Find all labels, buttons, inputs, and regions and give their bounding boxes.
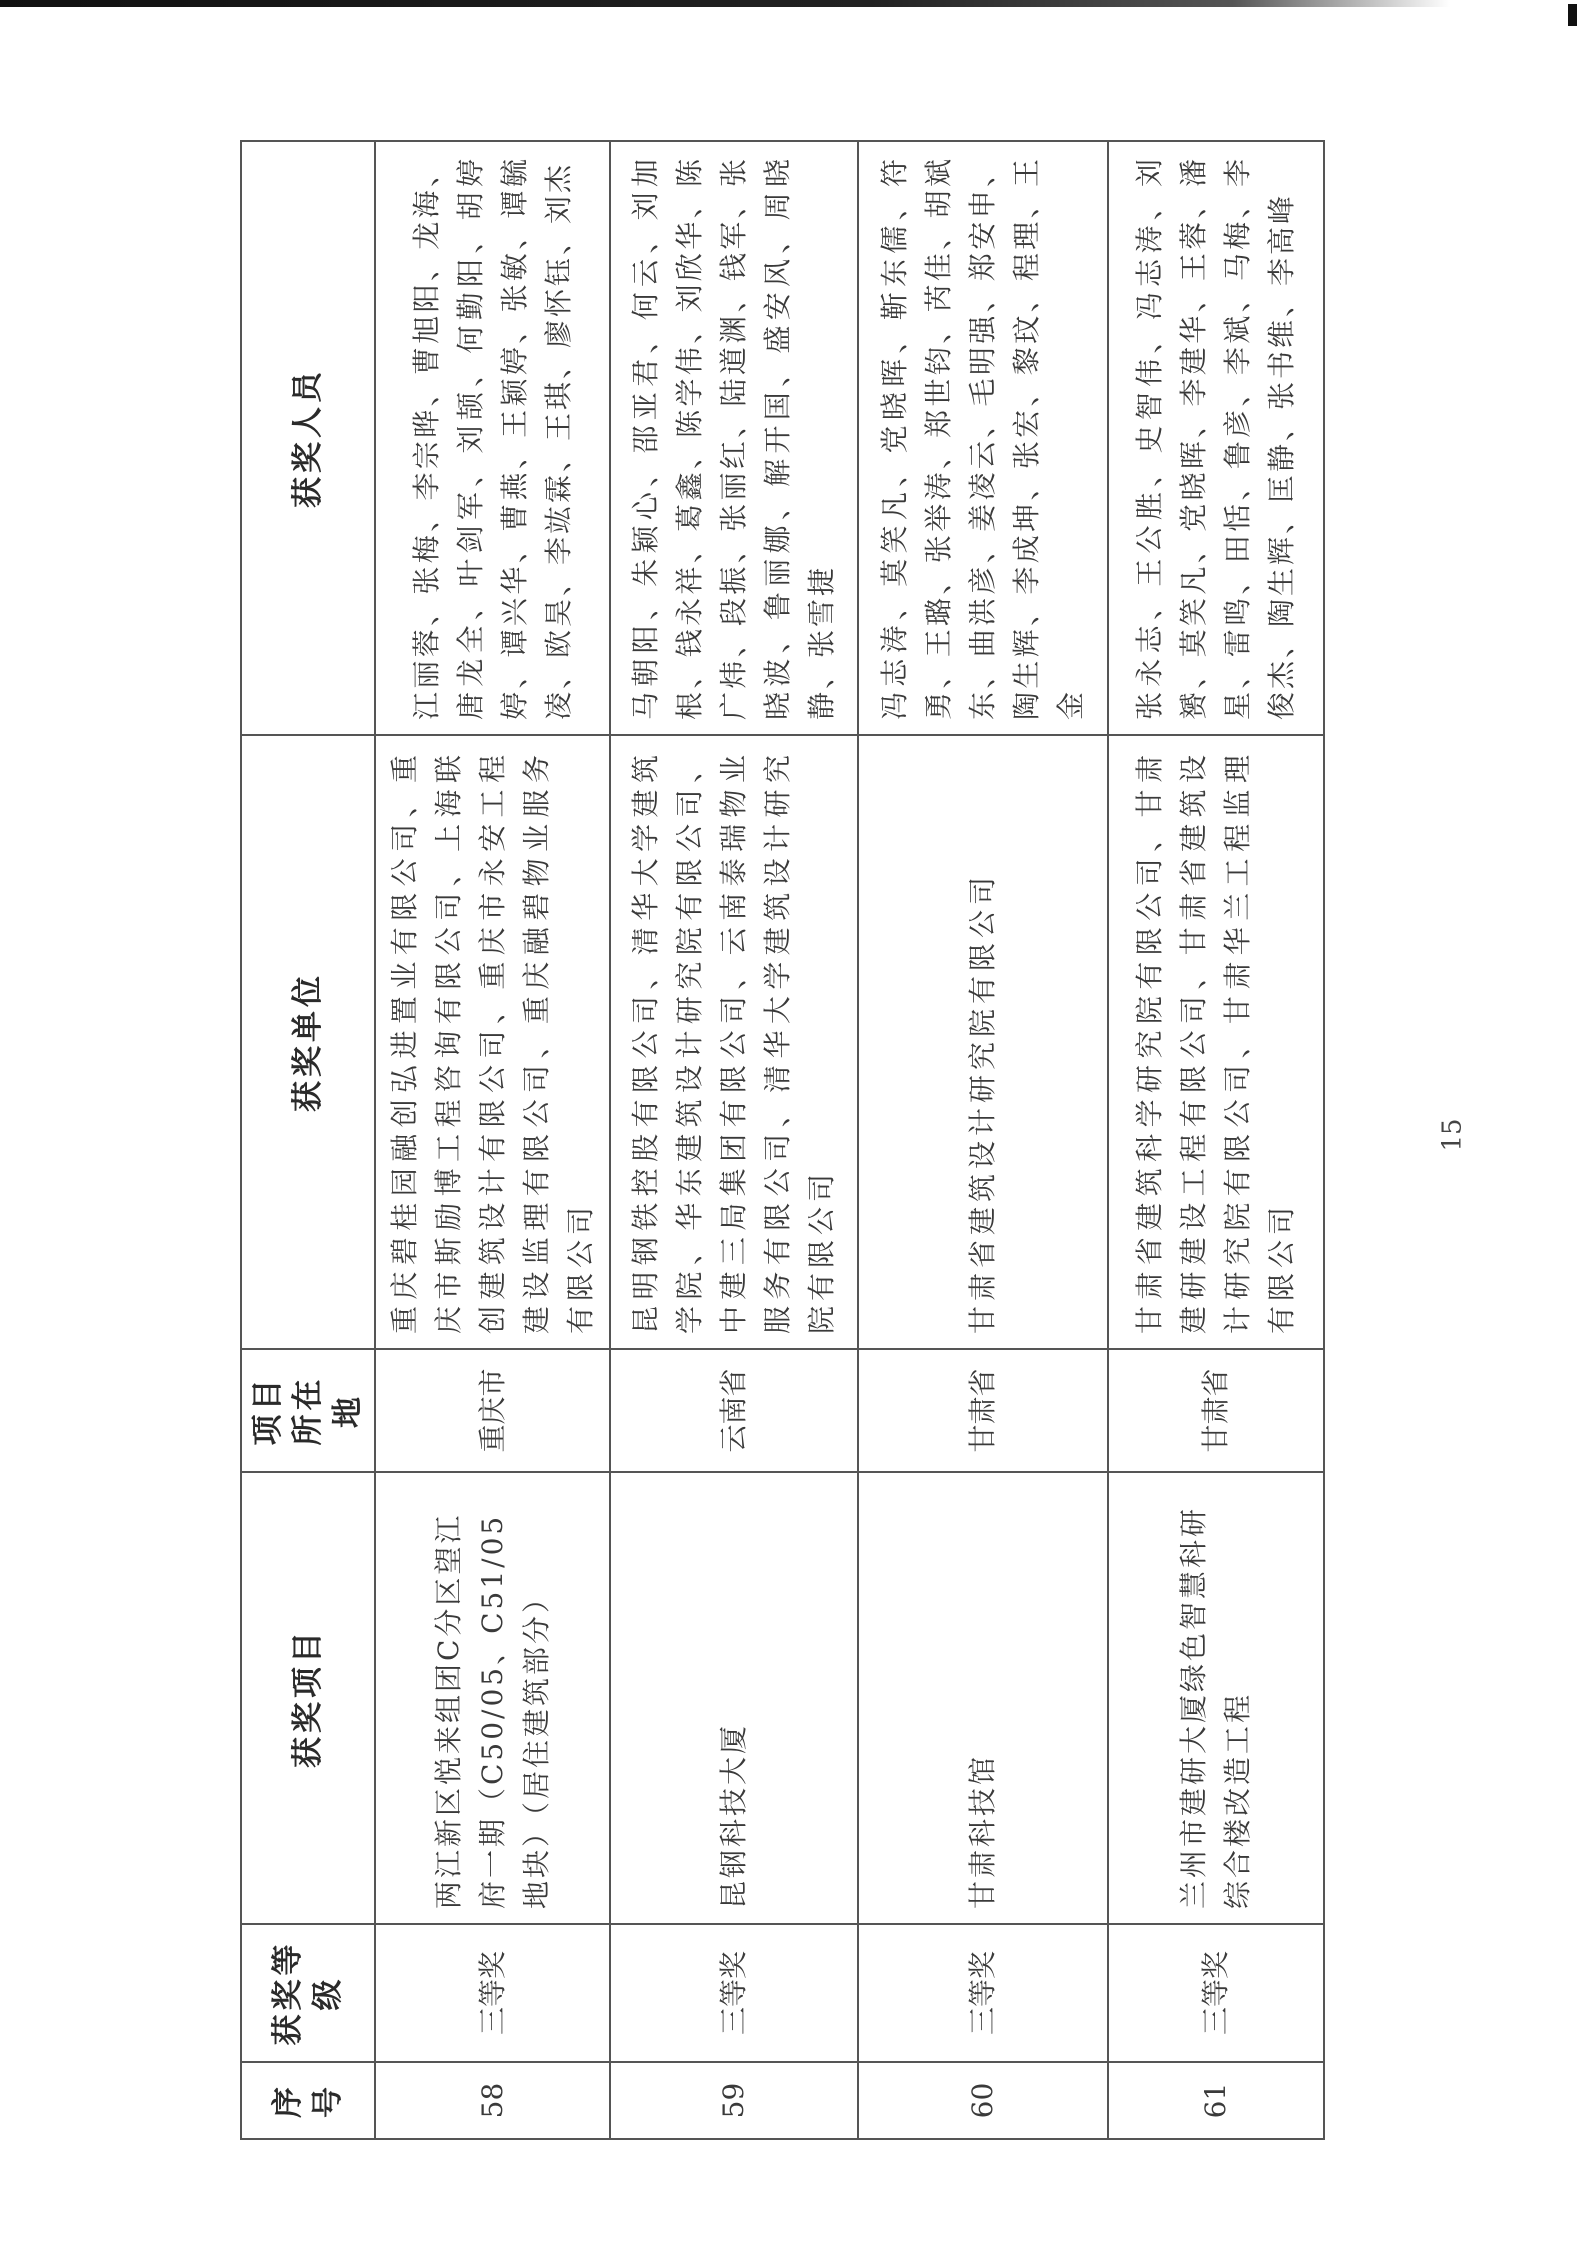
row-no: 60: [858, 2062, 1108, 2139]
scan-edge-bar: [0, 0, 1450, 7]
header-grade: 获奖等级: [241, 1924, 375, 2062]
row-people: 江丽蓉、张梅、李宗晔、曹旭阳、龙海、唐龙全、叶剑军、刘颉、何勤阳、胡婷婷、谭兴华、曹燕、王颖婷、张敏、谭毓凌、欧昊、李竑霖、王琪、廖怀钰、刘杰: [375, 141, 610, 735]
scan-mark: [1568, 4, 1577, 26]
row-units: 甘肃省建筑科学研究院有限公司、甘肃建研建设工程有限公司、甘肃省建筑设计研究院有限公司、甘肃华兰工程监理有限公司: [1108, 735, 1324, 1349]
row-grade: 三等奖: [858, 1924, 1108, 2062]
row-project: 甘肃科技馆: [858, 1472, 1108, 1924]
row-units: 甘肃省建筑设计研究院有限公司: [858, 735, 1108, 1349]
table-row: [610, 141, 858, 2139]
header-people: 获奖人员: [241, 141, 375, 735]
row-location: 甘肃省: [858, 1349, 1108, 1472]
row-grade: 三等奖: [610, 1924, 858, 2062]
table-row: [858, 141, 1108, 2139]
row-grade: 三等奖: [375, 1924, 610, 2062]
table-row: [1108, 141, 1324, 2139]
row-project: 兰州市建研大厦绿色智慧科研综合楼改造工程: [1108, 1472, 1324, 1924]
row-no: 59: [610, 2062, 858, 2139]
header-project: 获奖项目: [241, 1472, 375, 1924]
table-row: [375, 141, 610, 2139]
row-location: 云南省: [610, 1349, 858, 1472]
header-location: 项目所在地: [241, 1349, 375, 1472]
rotated-table-container: [240, 142, 1300, 2140]
row-no: 58: [375, 2062, 610, 2139]
row-project: 昆钢科技大厦: [610, 1472, 858, 1924]
row-units: 重庆碧桂园融创弘进置业有限公司、重庆市斯励博工程咨询有限公司、上海联创建筑设计有限公司、重庆市永安工程建设监理有限公司、重庆融碧物业服务有限公司: [375, 735, 610, 1349]
header-units: 获奖单位: [241, 735, 375, 1349]
row-grade: 三等奖: [1108, 1924, 1324, 2062]
row-location: 甘肃省: [1108, 1349, 1324, 1472]
row-no: 61: [1108, 2062, 1324, 2139]
row-people: 张永志、王公胜、史智伟、冯志涛、刘赟、莫笑凡、党晓晖、李建华、王蓉、潘星、雷鸣、田恬、鲁彦、李斌、马梅、李俊杰、陶生辉、匡静、张书维、李高峰: [1108, 141, 1324, 735]
row-project: 两江新区悦来组团C分区望江府一期（C50/05、C51/05地块）（居住建筑部分）: [375, 1472, 610, 1924]
header-no: 序号: [241, 2062, 375, 2139]
row-units: 昆明钢铁控股有限公司、清华大学建筑学院、华东建筑设计研究院有限公司、中建三局集团有限公司、云南泰瑞物业服务有限公司、清华大学建筑设计研究院有限公司: [610, 735, 858, 1349]
row-location: 重庆市: [375, 1349, 610, 1472]
award-table: [240, 140, 1325, 2140]
page-number: 15: [1437, 1118, 1468, 1152]
table-header-row: [241, 141, 375, 2139]
row-people: 冯志涛、莫笑凡、党晓晖、靳东儒、符勇、王璐、张举涛、郑世钧、芮佳、胡斌东、曲洪彦、姜凌云、毛明强、郑安申、陶生辉、李成坤、张宏、黎玟、程理、王金: [858, 141, 1108, 735]
row-people: 马朝阳、朱颖心、邵亚君、何云、刘加根、钱永祥、葛鑫、陈学伟、刘欣华、陈广炜、段振、张丽红、陆道渊、钱军、张晓波、鲁丽娜、解开国、盛安风、周晓静、张雪捷: [610, 141, 858, 735]
